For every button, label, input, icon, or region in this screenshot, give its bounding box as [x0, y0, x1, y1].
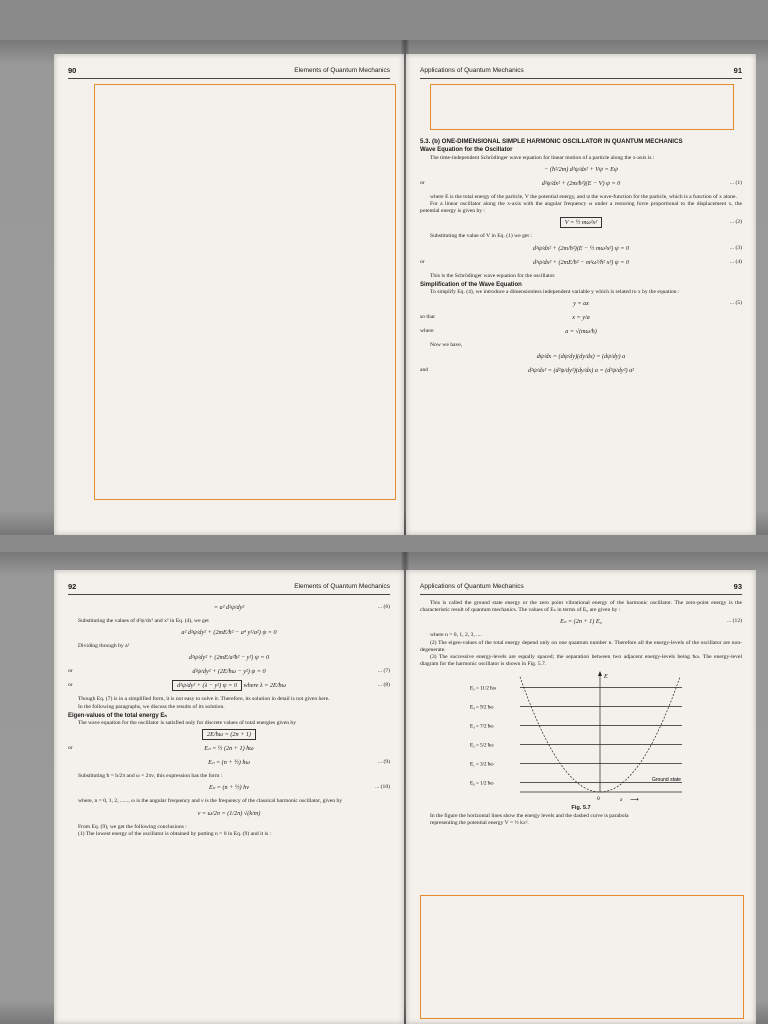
origin-label: 0	[597, 796, 600, 803]
equation-label: so that	[420, 314, 435, 321]
equation-text: a² d²ψ/dy² + (2mE/ħ² − a⁴ y²/a²) ψ = 0	[181, 629, 277, 637]
page-number: 93	[733, 582, 742, 591]
running-title: Elements of Quantum Mechanics	[294, 67, 390, 74]
equation	[68, 668, 390, 678]
equation-number: ... (7)	[377, 668, 390, 675]
energy-level-diagram-svg	[420, 670, 742, 805]
energy-level-label: E₂ = 5/2 ħω	[470, 743, 494, 749]
book-spread-top	[0, 40, 768, 535]
equation	[68, 745, 390, 755]
energy-level-label: E₃ = 7/2 ħω	[470, 724, 494, 730]
image-placeholder-box	[420, 895, 744, 1019]
paragraph: This is the Schrödinger wave equation for the oscillator.	[430, 272, 556, 279]
equation	[420, 166, 742, 176]
paragraph: This is called the ground state energy or the zero point vibrational energy of the harmonic oscillator. The zero-point energy is the characteristic result of quantum mechanics. The values of Eₙ in terms of E₀ are given by :	[420, 600, 742, 614]
equation-label: or	[420, 258, 425, 265]
equation	[420, 618, 742, 628]
paragraph: From Eq. (9), we get the following conclusions :	[78, 823, 187, 830]
equation-number: ... (12)	[727, 618, 742, 625]
page-header	[68, 582, 390, 595]
equation-text: − (ħ²/2m) d²ψ/dx² + Vψ = Eψ	[544, 165, 618, 173]
paragraph: (3) The successive energy-levels are equally spaced; the separation between two adjacent energy-levels being ħω. The energy-level diagram for the harmonic oscillator is shown in Fig. 5.7.	[420, 654, 742, 668]
equation	[68, 604, 390, 614]
paragraph: In the following paragraphs, we discuss the results of its solution.	[78, 703, 225, 710]
page-93	[406, 570, 756, 1024]
page-90	[54, 54, 404, 535]
equation-label: or	[68, 668, 73, 675]
equation-text: d²ψ/dy² + (λ − y²) ψ = 0	[172, 680, 242, 691]
equation	[420, 353, 742, 363]
equation	[420, 367, 742, 377]
energy-level-label: E₀ = 1/2 ħω	[470, 781, 494, 787]
equation	[68, 629, 390, 639]
paragraph: In the figure the horizontal lines show the energy levels and the dashed curve is parabola	[430, 812, 629, 819]
page-header	[68, 66, 390, 79]
page-number: 92	[68, 582, 77, 591]
equation-text: d²ψ/dy² + (2E/ħω − y²) ψ = 0	[192, 668, 266, 676]
equation-text: ν = ω/2π = (1/2π) √(k/m)	[197, 809, 261, 817]
equation-text: Eₙ = (2n + 1) E₀	[560, 618, 602, 626]
energy-level-label: E₅ = 11/2 ħω	[470, 686, 496, 692]
equation-label: or	[68, 745, 73, 752]
equation-number: ... (9)	[377, 759, 390, 766]
equation-text: dψ/dx = (dψ/dy)(dy/dx) = (dψ/dy) a	[536, 353, 626, 361]
paragraph: To simplify Eq. (4), we introduce a dimensionless independent variable y which is related to x by the equation :	[430, 289, 680, 296]
paragraph: representing the potential energy V = ½ kx².	[430, 819, 529, 826]
paragraph: Though Eq. (7) is in a simplified form, it is not easy to solve it. Therefore, its solution in detail is not given here.	[78, 696, 330, 703]
energy-level-label: E₄ = 9/2 ħω	[470, 705, 494, 711]
ground-state-label: Ground state	[652, 777, 681, 784]
subheading: Simplification of the Wave Equation	[420, 281, 522, 288]
equation	[68, 654, 390, 664]
equation-number: ... (5)	[729, 300, 742, 307]
running-title: Applications of Quantum Mechanics	[420, 583, 524, 590]
paragraph: The wave equation for the oscillator is satisfied only for discrete values of total energies given by	[78, 720, 296, 727]
equation-number: ... (1)	[729, 179, 742, 186]
book-spread-bottom	[0, 552, 768, 1024]
equation-text: Eₙ = (n + ½) hν	[208, 784, 250, 792]
page-content	[420, 600, 742, 827]
paragraph: The time-independent Schrödinger wave equation for linear motion of a particle along the x-axis is :	[430, 154, 655, 161]
equation-number: ... (2)	[729, 219, 742, 226]
energy-levels	[470, 687, 682, 787]
equation-label: or	[420, 179, 425, 186]
paragraph: For a linear oscillator along the x-axis with the angular frequency ω under a restoring force proportional to the displacement x, the potential energy is given by :	[420, 201, 742, 215]
paragraph: where, n = 0, 1, 2, ......, ω is the angular frequency and ν is the frequency of the classical harmonic oscillator, given by	[78, 798, 343, 805]
equation-label: or	[68, 682, 73, 689]
energy-level-label: E₁ = 3/2 ħω	[470, 762, 494, 768]
equation	[420, 245, 742, 255]
equation-text: where λ = 2E/ħω	[243, 682, 286, 690]
image-placeholder-box	[430, 84, 734, 130]
equation	[68, 784, 390, 794]
equation-number: ... (8)	[377, 682, 390, 689]
equation-text: = a² d²ψ/dy²	[213, 604, 245, 611]
equation-text: y = ax	[573, 300, 589, 308]
page-91	[406, 54, 756, 535]
equation-text: d²ψ/dx² + (2m/ħ²)(E − ½ mω²x²) ψ = 0	[532, 244, 630, 252]
energy-axis-arrow-icon	[598, 671, 602, 676]
equation	[420, 180, 742, 190]
equation-number: ... (10)	[375, 784, 390, 791]
equation	[420, 300, 742, 310]
paragraph: where n = 0, 1, 2, 3, ....	[430, 632, 482, 639]
figure-caption: Fig. 5.7	[571, 805, 591, 812]
equation	[420, 219, 742, 229]
energy-level-diagram	[420, 670, 742, 805]
equation-text: a = √(mω/ħ)	[565, 328, 597, 336]
equation-number: ... (3)	[729, 244, 742, 251]
paragraph: Dividing through by a²	[78, 643, 130, 650]
equation-text: d²ψ/dx² + (2m/ħ²)(E − V) ψ = 0	[541, 179, 621, 187]
page-content	[420, 138, 742, 381]
x-axis-label: x	[620, 797, 623, 804]
paragraph: Substituting ħ = h/2π and ω = 2πν, this expression has the form :	[78, 773, 223, 780]
equation-label: where	[420, 328, 434, 335]
page-number: 90	[68, 66, 77, 75]
paragraph: (2) The eigen-values of the total energy depend only on one quantum number n. Therefore all the energy-levels of the oscillator are non-degenerate.	[420, 639, 742, 653]
running-title: Elements of Quantum Mechanics	[294, 583, 390, 590]
paragraph: Substituting the value of V in Eq. (1) we get :	[430, 233, 532, 240]
equation-text: Eₙ = ½ (2n + 1) ħω	[204, 745, 254, 753]
equation	[68, 810, 390, 820]
equation-text: d²ψ/dx² = (d²ψ/dy²)(dy/dx) a = (d²ψ/dy²) a²	[527, 367, 635, 375]
paragraph: where E is the total energy of the particle, V the potential energy, and ψ the wave-function for the particle, which is a function of x alone.	[430, 193, 737, 200]
equation	[420, 259, 742, 269]
equation	[420, 328, 742, 338]
section-heading: 5.3. (b) ONE-DIMENSIONAL SIMPLE HARMONIC OSCILLATOR IN QUANTUM MECHANICS	[420, 138, 683, 145]
image-placeholder-box	[94, 84, 396, 500]
page-number: 91	[733, 66, 742, 75]
page-92	[54, 570, 404, 1024]
equation-text: d²ψ/dx² + (2mE/ħ² − m²ω²/ħ² x²) ψ = 0	[533, 258, 629, 266]
equation-text: Eₙ = (n + ½) ħω	[208, 759, 250, 767]
equation	[68, 731, 390, 741]
equation	[68, 682, 390, 692]
equation-text: V = ½ mω²x²	[560, 217, 602, 228]
paragraph: Substituting the values of d²ψ/dx² and x² in Eq. (4), we get	[78, 618, 209, 624]
equation	[420, 314, 742, 324]
subheading: Wave Equation for the Oscillator	[420, 147, 513, 154]
paragraph: (1) The lowest energy of the oscillator is obtained by putting n = 0 in Eq. (9) and it is :	[78, 830, 272, 837]
equation-text: x = y/a	[572, 314, 590, 322]
equation-number: ... (6)	[377, 604, 390, 610]
paragraph: Now we have,	[430, 342, 463, 349]
equation-text: d²ψ/dy² + (2mE/a²ħ² − y²) ψ = 0	[188, 654, 270, 662]
energy-axis-label: E	[604, 674, 608, 681]
subheading: Eigen-values of the total energy Eₙ	[68, 712, 167, 719]
x-axis-arrow-icon: ⟶	[630, 796, 639, 804]
page-header	[420, 66, 742, 79]
equation-label: and	[420, 367, 429, 374]
equation	[68, 759, 390, 769]
page-header	[420, 582, 742, 595]
equation-number: ... (4)	[729, 258, 742, 265]
equation-text: 2E/ħω = (2n + 1)	[202, 729, 256, 740]
running-title: Applications of Quantum Mechanics	[420, 67, 524, 74]
page-content	[68, 600, 390, 838]
